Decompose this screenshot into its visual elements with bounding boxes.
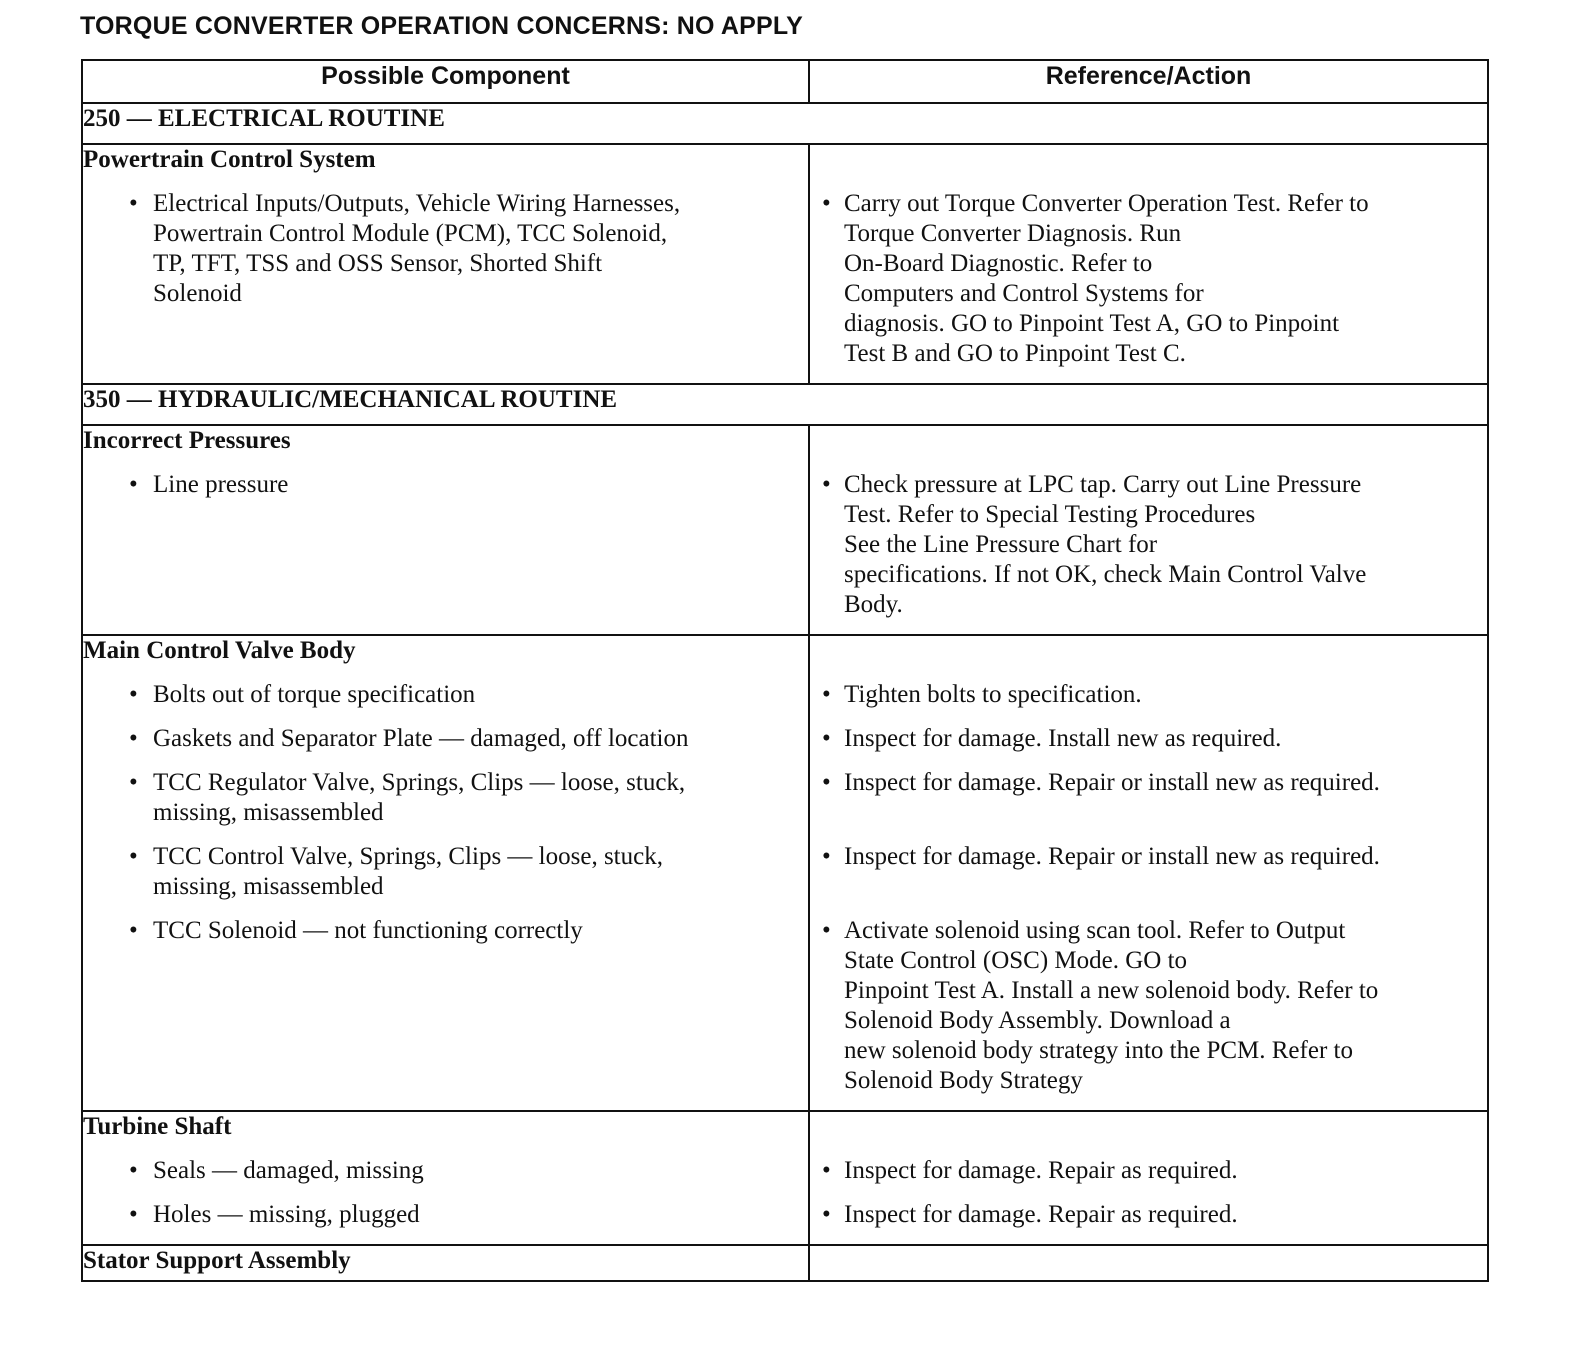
table-header-row	[82, 60, 1488, 103]
component-item-line: Bolts out of torque specification	[153, 681, 476, 708]
bullet-icon: •	[129, 917, 138, 944]
component-item-line: Seals — damaged, missing	[153, 1157, 424, 1184]
group-row	[82, 144, 1488, 384]
table-body	[82, 103, 1488, 1281]
action-item-line: Inspect for damage. Repair or install new as required.	[844, 843, 1380, 870]
component-cell	[82, 425, 809, 635]
bullet-icon: •	[822, 843, 831, 870]
action-item-line: diagnosis. GO to Pinpoint Test A, GO to Pinpoint	[844, 310, 1340, 337]
component-group-name: Stator Support Assembly	[83, 1247, 351, 1274]
action-item-line: Inspect for damage. Install new as required.	[844, 725, 1282, 752]
action-item-line: Body.	[844, 591, 903, 618]
bullet-icon: •	[822, 681, 831, 708]
component-item	[83, 189, 808, 369]
action-cell	[809, 425, 1488, 635]
bullet-icon: •	[129, 190, 138, 217]
bullet-icon: •	[129, 1201, 138, 1228]
action-item-line: Inspect for damage. Repair as required.	[844, 1157, 1238, 1184]
component-group-name: Powertrain Control System	[83, 146, 376, 173]
component-item	[83, 916, 808, 1096]
component-item-line: Powertrain Control Module (PCM), TCC Solenoid,	[153, 220, 668, 247]
component-group-name: Incorrect Pressures	[83, 427, 291, 454]
action-item-line: State Control (OSC) Mode. GO to	[844, 947, 1188, 974]
component-item	[83, 680, 808, 710]
component-cell	[82, 1245, 809, 1281]
action-cell	[809, 635, 1488, 1111]
action-item-line: Solenoid Body Assembly. Download a	[844, 1007, 1231, 1034]
component-item-line: TP, TFT, TSS and OSS Sensor, Shorted Shift	[153, 250, 603, 277]
component-item-line: Gaskets and Separator Plate — damaged, off location	[153, 725, 689, 752]
component-item	[83, 1200, 808, 1230]
component-item-line: TCC Solenoid — not functioning correctly	[153, 917, 583, 944]
section-row	[82, 384, 1488, 425]
component-group-name: Main Control Valve Body	[83, 637, 356, 664]
action-item	[810, 842, 1487, 902]
component-list	[83, 1156, 808, 1230]
action-item-line: Inspect for damage. Repair as required.	[844, 1201, 1238, 1228]
bullet-icon: •	[129, 725, 138, 752]
section-row	[82, 103, 1488, 144]
action-item	[810, 470, 1487, 620]
action-item-line: Tighten bolts to specification.	[844, 681, 1142, 708]
diagnosis-table	[81, 59, 1489, 1282]
action-cell	[809, 144, 1488, 384]
group-row	[82, 635, 1488, 1111]
action-spacer	[810, 426, 1487, 470]
action-item-line: Check pressure at LPC tap. Carry out Line Pressure	[844, 471, 1362, 498]
action-list	[810, 189, 1487, 369]
action-item	[810, 1156, 1487, 1186]
header-possible-component: Possible Component	[82, 60, 809, 103]
action-item	[810, 768, 1487, 828]
bullet-icon: •	[822, 190, 831, 217]
component-item-line: missing, misassembled	[153, 873, 384, 900]
action-item-line: Test B and GO to Pinpoint Test C.	[844, 340, 1186, 367]
component-group-name: Turbine Shaft	[83, 1113, 232, 1140]
component-item	[83, 470, 808, 620]
component-cell	[82, 1111, 809, 1245]
action-item-line: Test. Refer to Special Testing Procedures	[844, 501, 1256, 528]
component-item-line: TCC Control Valve, Springs, Clips — loose, stuck,	[153, 843, 663, 870]
section-label: 250 — ELECTRICAL ROUTINE	[82, 103, 1488, 144]
component-list	[83, 680, 808, 1096]
action-item-line: specifications. If not OK, check Main Control Valve	[844, 561, 1367, 588]
component-item-line: Solenoid	[153, 280, 242, 307]
action-item-line: Torque Converter Diagnosis. Run	[844, 220, 1182, 247]
bullet-icon: •	[129, 769, 138, 796]
bullet-icon: •	[822, 471, 831, 498]
section-label: 350 — HYDRAULIC/MECHANICAL ROUTINE	[82, 384, 1488, 425]
component-item-line: Holes — missing, plugged	[153, 1201, 420, 1228]
group-row	[82, 1111, 1488, 1245]
action-item	[810, 680, 1487, 710]
action-item-line: Activate solenoid using scan tool. Refer to Output	[844, 917, 1346, 944]
bullet-icon: •	[129, 1157, 138, 1184]
action-item	[810, 916, 1487, 1096]
action-item	[810, 1200, 1487, 1230]
action-spacer	[810, 636, 1487, 680]
bullet-icon: •	[822, 769, 831, 796]
action-list	[810, 1156, 1487, 1230]
bullet-icon: •	[822, 725, 831, 752]
action-spacer	[810, 1112, 1487, 1156]
bullet-icon: •	[129, 471, 138, 498]
component-item	[83, 724, 808, 754]
action-item-line: Computers and Control Systems for	[844, 280, 1204, 307]
component-item-line: TCC Regulator Valve, Springs, Clips — loose, stuck,	[153, 769, 686, 796]
header-reference-action: Reference/Action	[809, 60, 1488, 103]
component-cell	[82, 635, 809, 1111]
component-item-line: missing, misassembled	[153, 799, 384, 826]
bullet-icon: •	[822, 917, 831, 944]
bullet-icon: •	[822, 1157, 831, 1184]
action-item	[810, 724, 1487, 754]
component-list	[83, 470, 808, 620]
action-item-line: new solenoid body strategy into the PCM. Refer to	[844, 1037, 1353, 1064]
component-item	[83, 842, 808, 902]
component-list	[83, 189, 808, 369]
component-item	[83, 1156, 808, 1186]
action-item-line: On-Board Diagnostic. Refer to	[844, 250, 1153, 277]
component-cell	[82, 144, 809, 384]
action-cell	[809, 1245, 1488, 1281]
component-item-line: Line pressure	[153, 471, 289, 498]
action-item-line: Carry out Torque Converter Operation Test. Refer to	[844, 190, 1369, 217]
bullet-icon: •	[822, 1201, 831, 1228]
group-row	[82, 1245, 1488, 1281]
bullet-icon: •	[129, 843, 138, 870]
action-item-line: Solenoid Body Strategy	[844, 1067, 1083, 1094]
action-item-line: Pinpoint Test A. Install a new solenoid body. Refer to	[844, 977, 1379, 1004]
action-list	[810, 470, 1487, 620]
action-spacer	[810, 145, 1487, 189]
action-item-line: See the Line Pressure Chart for	[844, 531, 1158, 558]
action-list	[810, 680, 1487, 1096]
action-item-line: Inspect for damage. Repair or install new as required.	[844, 769, 1380, 796]
action-item	[810, 189, 1487, 369]
group-row	[82, 425, 1488, 635]
page-title: TORQUE CONVERTER OPERATION CONCERNS: NO APPLY	[80, 12, 803, 40]
action-cell	[809, 1111, 1488, 1245]
bullet-icon: •	[129, 681, 138, 708]
component-item-line: Electrical Inputs/Outputs, Vehicle Wiring Harnesses,	[153, 190, 681, 217]
component-item	[83, 768, 808, 828]
